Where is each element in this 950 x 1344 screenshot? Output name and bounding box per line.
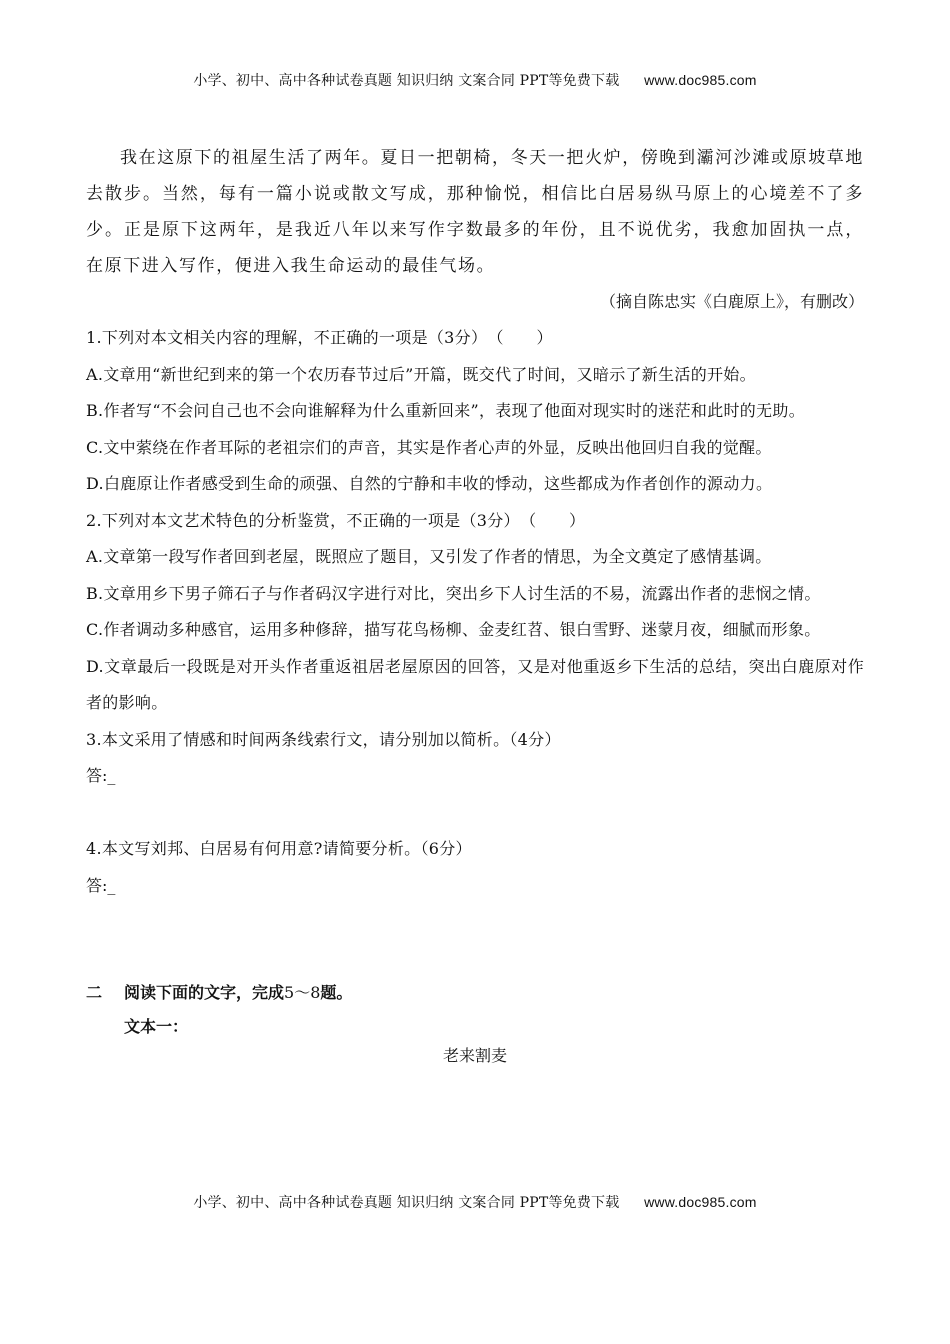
header-text: 小学、初中、高中各种试卷真题 知识归纳 文案合同 PPT等免费下载: [193, 73, 620, 89]
section-2-heading: [86, 976, 864, 1066]
answer-blank[interactable]: 答:_: [86, 766, 116, 785]
reading-passage: [86, 140, 864, 320]
document-body: [86, 140, 864, 1066]
question-1: [86, 320, 864, 503]
question-stem: 1.下列对本文相关内容的理解，不正确的一项是（3分） （ ）: [86, 328, 553, 347]
option-d: D.文章最后一段既是对开头作者重返祖居老屋原因的回答，又是对他重返乡下生活的总结，突出白鹿原对作者的影响。: [86, 656, 864, 712]
question-2: [86, 503, 864, 722]
passage-paragraph: 我在这原下的祖屋生活了两年。夏日一把朝椅，冬天一把火炉，傍晚到灞河沙滩或原坡草地去散步。当然，每有一篇小说或散文写成，那种愉悦，相信比白居易纵马原上的心境差不了多少。正是原下这两年，是我近八年以来写作字数最多的年份，且不说优劣，我愈加固执一点，在原下进入写作，便进入我生命运动的最佳气场。: [86, 148, 864, 276]
section-range: 5～8: [284, 982, 321, 1002]
question-stem: 2.下列对本文艺术特色的分析鉴赏，不正确的一项是（3分） （ ）: [86, 510, 586, 530]
section-number: 二: [86, 982, 103, 1002]
question-stem: 4.本文写刘邦、白居易有何用意?请简要分析。（6分）: [86, 839, 472, 858]
page-footer: [0, 1192, 950, 1212]
option-b: B.文章用乡下男子筛石子与作者码汉字进行对比，突出乡下人讨生活的不易，流露出作者的悲悯之情。: [86, 583, 821, 603]
page-header: [0, 70, 950, 90]
option-c: C.文中萦绕在作者耳际的老祖宗们的声音，其实是作者心声的外显，反映出他回归自我的觉醒。: [86, 437, 772, 457]
question-3: [86, 722, 864, 795]
footer-site-link[interactable]: www.doc985.com: [644, 1194, 757, 1210]
section-instruction: 阅读下面的文字，完成: [124, 982, 285, 1002]
text-label: 文本一：: [124, 1016, 189, 1036]
question-stem: 3.本文采用了情感和时间两条线索行文，请分别加以简析。（4分）: [86, 729, 561, 749]
option-a: A.文章用“新世纪到来的第一个农历春节过后”开篇，既交代了时间，又暗示了新生活的开始。: [86, 364, 756, 384]
option-c: C.作者调动多种感官，运用多种修辞，描写花鸟杨柳、金麦红苕、银白雪野、迷蒙月夜，细腻而形象。: [86, 620, 821, 639]
answer-blank[interactable]: 答:_: [86, 875, 116, 895]
story-title: 老来割麦: [442, 1045, 507, 1065]
option-d: D.白鹿原让作者感受到生命的顽强、自然的宁静和丰收的悸动，这些都成为作者创作的源动力。: [86, 474, 773, 493]
header-site-link[interactable]: www.doc985.com: [644, 72, 757, 88]
option-a: A.文章第一段写作者回到老屋，既照应了题目，又引发了作者的情思，为全文奠定了感情基调。: [86, 547, 772, 566]
passage-citation: （摘自陈忠实《白鹿原上》，有删改）: [599, 292, 864, 311]
question-4: [86, 831, 864, 904]
footer-text: 小学、初中、高中各种试卷真题 知识归纳 文案合同 PPT等免费下载: [193, 1195, 620, 1211]
option-b: B.作者写“不会问自己也不会向谁解释为什么重新回来”，表现了他面对现实时的迷茫和此时的无助。: [86, 401, 806, 420]
section-suffix: 题。: [320, 982, 353, 1002]
